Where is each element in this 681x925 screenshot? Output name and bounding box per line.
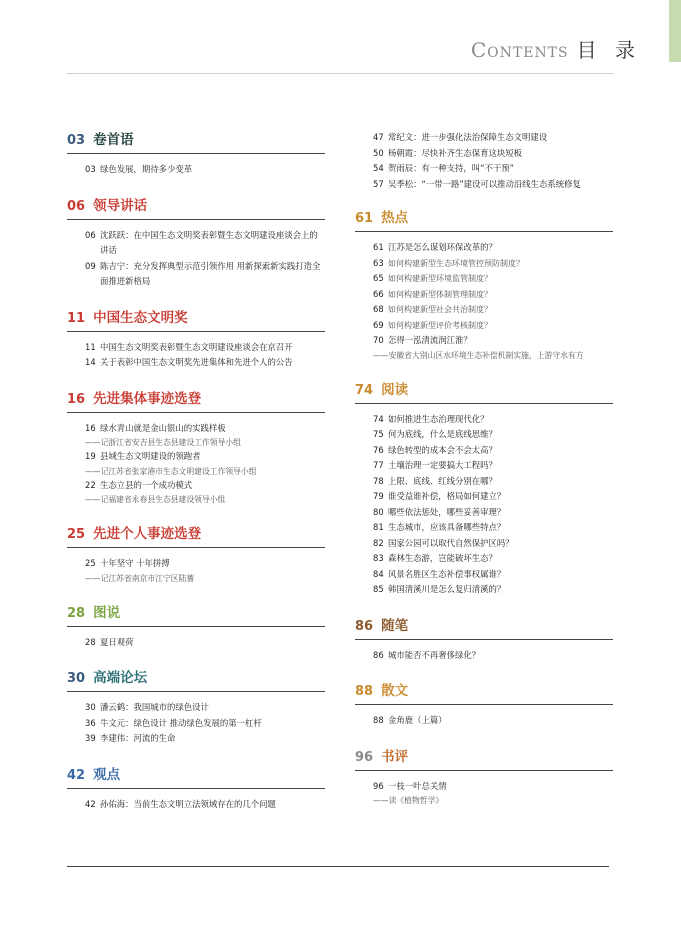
toc-entry-title: 生态立县的一个成功模式 [100,479,193,490]
toc-page-number: 03 [85,164,96,174]
toc-section [67,601,325,651]
toc-entry-line[interactable] [373,551,613,567]
toc-entry [85,635,325,651]
page-header [471,34,641,63]
toc-entry [373,130,613,146]
toc-entry [85,259,325,290]
toc-entry [85,556,325,585]
toc-page-number: 76 [373,444,384,455]
toc-entry [373,146,613,162]
toc-entry-title: 如何构建新型生态环境管控预防制度？ [388,258,524,268]
toc-entry-line[interactable] [373,489,613,505]
toc-entry [373,443,613,459]
section-heading [67,194,325,220]
section-heading [67,128,325,154]
toc-entry [85,449,325,478]
toc-section [355,679,613,729]
toc-entry-subtitle: ——记江苏省南京市江宁区陆薔 [85,573,195,583]
toc-entry-title: 江苏是怎么谋划环保改革的？ [388,242,497,252]
section-items [67,413,325,507]
toc-entry [373,713,613,729]
toc-entry-line[interactable] [373,287,613,303]
toc-entry-line[interactable] [373,130,613,146]
toc-entry-subtitle: ——记江苏省张家港市生态文明建设工作领导小组 [85,466,257,476]
toc-entry-line[interactable] [373,177,613,193]
section-page-number: 16 [67,391,86,407]
section-page-number: 88 [355,684,374,699]
toc-entry-line[interactable] [373,443,613,459]
toc-entry-title: 国家公园可以取代自然保护区吗？ [388,537,514,548]
section-items [67,692,325,747]
toc-page-number: 96 [373,780,384,791]
toc-entry-title: 森林生态游，岂能破坏生态？ [388,553,497,563]
toc-entry-line[interactable] [373,520,613,536]
toc-page-number: 47 [373,132,384,142]
toc-entry-line[interactable] [85,449,325,465]
toc-entry [373,779,613,808]
toc-page-number: 14 [85,357,96,367]
section-page-number: 06 [67,198,86,214]
toc-entry-title: 李建伟：河流的生命 [100,733,176,743]
toc-entry [373,412,613,428]
toc-entry [85,355,325,371]
toc-entry-line[interactable] [85,700,325,716]
toc-entry-title: 一枝一叶总关情 [388,780,447,791]
section-heading [355,378,613,404]
toc-entry-title: 十年坚守 十年拼搏 [100,558,170,568]
toc-entry-line[interactable] [85,478,325,494]
toc-entry [85,731,325,747]
toc-page-number: 16 [85,422,96,433]
toc-entry-title: 哪些依法惩处，哪些妥善审理？ [388,506,506,517]
toc-page-number: 22 [85,479,96,490]
toc-entry-line[interactable] [373,505,613,521]
toc-entry-line[interactable] [85,731,325,747]
toc-entry-title: 夏日观荷 [100,636,134,647]
section-page-number: 96 [355,749,374,765]
contents-heading: Contents [470,38,569,62]
section-heading [67,387,325,413]
toc-page-number: 82 [373,537,384,548]
toc-entry-line[interactable] [85,162,325,178]
section-items [67,627,325,651]
toc-entry-title: 韩国清溪川是怎么复归清溪的？ [388,584,506,594]
toc-entry [85,716,325,732]
toc-entry-title: 绿水青山就是金山银山的实践样板 [100,422,226,433]
toc-entry-line[interactable] [85,716,325,732]
section-items [355,705,613,729]
toc-entry [373,333,613,362]
section-items [67,220,325,290]
section-title: 观点 [93,766,121,783]
section-heading [67,306,325,332]
toc-page-number: 19 [85,451,96,461]
section-items [355,232,613,362]
section-heading [355,745,613,771]
toc-entry-subtitle: ——读《植物哲学》 [373,796,444,805]
toc-page-number: 79 [373,491,384,501]
toc-entry [373,318,613,334]
toc-page-number: 65 [373,273,384,283]
section-page-number: 74 [355,382,374,398]
toc-entry [373,427,613,443]
toc-page-number: 57 [373,178,384,189]
toc-page-number: 85 [373,584,384,594]
toc-entry [373,240,613,256]
section-heading [355,679,613,705]
toc-entry-line[interactable] [85,556,325,572]
toc-entry-subtitle: ——安徽省大别山区水环境生态补偿机制实施，上游守水有方 [373,350,584,360]
toc-entry-line[interactable] [85,228,325,259]
toc-page-number: 06 [85,229,96,240]
toc-page-number: 61 [373,242,384,252]
toc-entry-line[interactable] [373,474,613,490]
toc-page-number: 39 [85,733,96,743]
toc-entry [373,582,613,598]
toc-section [67,194,325,290]
toc-entry-line[interactable] [373,567,613,583]
section-heading [355,206,613,232]
toc-entry [373,287,613,303]
toc-section [355,378,613,598]
toc-section [67,666,325,747]
toc-entry-line[interactable] [373,458,613,474]
mulu-heading: 目 录 [576,38,641,62]
toc-entry-title: 何为底线，什么是底线思维？ [388,429,497,439]
toc-page-number: 42 [85,798,96,809]
section-title: 随笔 [381,617,409,634]
toc-page-number: 75 [373,429,384,439]
section-page-number: 11 [67,310,86,326]
section-heading [67,763,325,789]
section-title: 先进集体事迹选登 [93,390,202,407]
section-items [67,154,325,178]
toc-page-number: 74 [373,413,384,424]
toc-section [355,614,613,664]
toc-entry-line[interactable] [85,355,325,371]
toc-entry-line[interactable] [373,536,613,552]
toc-entry-line[interactable] [373,779,613,795]
toc-page-number: 84 [373,568,384,579]
toc-page-number: 30 [85,702,96,712]
toc-entry-subtitle: ——记浙江省安吉县生态县建设工作领导小组 [85,438,241,447]
toc-page-number: 88 [373,715,384,725]
toc-entry-title: 牛文元：绿色设计 推动绿色发展的第一杠杆 [100,717,262,728]
toc-entry-title: 潘云鹤：我国城市的绿色设计 [100,702,209,712]
toc-entry-line[interactable] [373,302,613,318]
toc-entry [373,302,613,318]
toc-entry-line[interactable] [85,340,325,356]
toc-right-column [355,128,613,823]
section-heading [67,601,325,627]
section-page-number: 42 [67,767,86,783]
toc-entry-title: 城市能否不再奢侈绿化？ [388,649,481,660]
toc-entry-line[interactable] [373,582,613,598]
toc-entry-title: 关于表彰中国生态文明奖先进集体和先进个人的公告 [100,357,293,367]
toc-entry-title: 谁受益谁补偿，格局如何建立？ [388,491,506,501]
section-title: 卷首语 [93,132,134,148]
toc-entry [373,648,613,664]
continued-items [355,128,613,192]
toc-entry-line[interactable] [373,713,613,729]
toc-entry-line[interactable] [373,648,613,664]
toc-page-number: 11 [85,341,96,352]
section-items [355,404,613,598]
toc-page-number: 80 [373,506,384,517]
toc-section [67,128,325,178]
toc-entry [85,421,325,450]
toc-entry-title: 县域生态文明建设的领跑者 [100,451,201,461]
section-title: 书评 [381,748,409,765]
corner-accent-bar [669,0,681,62]
toc-page-number: 86 [373,649,384,660]
section-items [355,640,613,664]
section-page-number: 30 [67,671,86,686]
toc-entry [85,340,325,356]
toc-section [67,387,325,507]
footer-rule [67,866,609,867]
section-title: 领导讲话 [93,197,148,214]
section-title: 图说 [93,604,121,621]
toc-entry-title: 金角鹿（上篇） [388,715,447,725]
toc-left-column [67,128,325,828]
toc-entry-line[interactable] [85,259,325,290]
toc-entry-title: 如何构建新型体制管理制度？ [388,289,492,299]
toc-entry-line[interactable] [373,161,613,177]
toc-section [355,745,613,808]
toc-entry [85,478,325,507]
toc-page-number: 36 [85,717,96,728]
toc-page-number: 28 [85,636,96,647]
toc-entry-title: 孙佑海：当前生态文明立法领域存在的几个问题 [100,798,276,809]
toc-page-number: 81 [373,522,384,532]
section-heading [67,666,325,692]
toc-entry-subtitle: ——记福建省永春县生态县建设领导小组 [85,495,226,504]
toc-entry [373,505,613,521]
toc-entry [85,797,325,813]
toc-entry-title: 如何推进生态治理现代化？ [388,413,489,424]
toc-entry [373,520,613,536]
toc-section [67,522,325,585]
toc-entry-title: 怎得一泓清流润江淮？ [388,335,472,345]
toc-entry-line[interactable] [373,256,613,272]
toc-entry [373,458,613,474]
section-title: 先进个人事迹选登 [93,526,202,542]
toc-entry [373,567,613,583]
toc-entry-title: 如何构建新型环境监管制度？ [388,274,492,283]
section-heading [355,614,613,640]
toc-entry-title: 吴季松：“一带一路”建设可以推动沿线生态系统修复 [388,178,581,189]
toc-entry [373,536,613,552]
toc-page-number: 68 [373,304,384,314]
toc-page-number: 50 [373,147,384,158]
toc-entry-title: 生态城市，应该具备哪些特点？ [388,522,506,532]
toc-entry-title: 如何构建新型社会共治制度？ [388,305,492,314]
header-rule [67,73,614,74]
toc-entry-title: 常纪文：进一步强化法治保障生态文明建设 [388,132,548,142]
toc-page-number: 63 [373,257,384,268]
toc-page-number: 66 [373,288,384,299]
section-items [355,771,613,808]
toc-page-number: 78 [373,475,384,486]
toc-entry [85,700,325,716]
toc-entry-line[interactable] [85,635,325,651]
section-page-number: 86 [355,618,374,634]
toc-entry-title: 绿色发展，期待多少变革 [100,164,193,174]
toc-entry [373,489,613,505]
toc-entry [373,177,613,193]
toc-entry-title: 沈跃跃：在中国生态文明奖表彰暨生态文明建设座谈会上的讲话 [100,229,318,255]
toc-entry-line[interactable] [373,412,613,428]
toc-entry [85,162,325,178]
toc-page-number: 09 [85,260,96,271]
toc-entry-title: 杨朝霞：尽快补齐生态保育这块短板 [388,147,522,158]
toc-entry-title: 中国生态文明奖表彰暨生态文明建设座谈会在京召开 [100,341,293,352]
toc-entry-line[interactable] [373,427,613,443]
toc-entry-line[interactable] [373,146,613,162]
section-page-number: 25 [67,527,86,542]
toc-section [67,306,325,371]
toc-entry [373,551,613,567]
section-title: 热点 [381,210,409,226]
toc-section [355,206,613,362]
section-title: 阅读 [381,381,409,398]
toc-page-number: 54 [373,163,384,173]
toc-entry-title: 贺雨辰：有一种支持，叫“不干预” [388,163,514,173]
toc-entry-title: 土壤治理一定要搞大工程吗？ [388,460,497,470]
toc-entry-line[interactable] [85,421,325,437]
toc-entry-title: 陈吉宁：充分发挥典型示范引领作用 用新探索新实践打造全面推进新格局 [100,260,321,286]
toc-page-number: 77 [373,460,384,470]
toc-entry-title: 如何构建新型评价考核制度？ [388,320,492,330]
toc-entry-line[interactable] [373,271,613,287]
section-page-number: 28 [67,605,86,621]
toc-entry [373,161,613,177]
toc-entry-line[interactable] [373,333,613,349]
toc-entry-line[interactable] [373,318,613,334]
toc-entry-line[interactable] [85,797,325,813]
toc-entry-line[interactable] [373,240,613,256]
section-title: 中国生态文明奖 [93,309,188,326]
section-items [67,548,325,585]
section-items [67,789,325,813]
toc-entry [373,271,613,287]
section-heading [67,522,325,548]
toc-entry [373,256,613,272]
toc-entry [373,474,613,490]
toc-section [67,763,325,813]
section-page-number: 61 [355,211,374,226]
section-title: 高端论坛 [93,670,148,686]
toc-entry-title: 风景名胜区生态补偿事权属谁？ [388,568,506,579]
toc-page-number: 70 [373,335,384,345]
toc-page-number: 69 [373,319,384,330]
section-page-number: 03 [67,133,86,148]
toc-page-number: 25 [85,558,96,568]
toc-page-number: 83 [373,553,384,563]
toc-entry [85,228,325,259]
section-title: 散文 [381,683,409,699]
toc-entry-title: 绿色转型的成本会不会太高？ [388,444,497,455]
toc-entry-title: 上限、底线、红线分别在哪？ [388,475,497,486]
section-items [67,332,325,371]
